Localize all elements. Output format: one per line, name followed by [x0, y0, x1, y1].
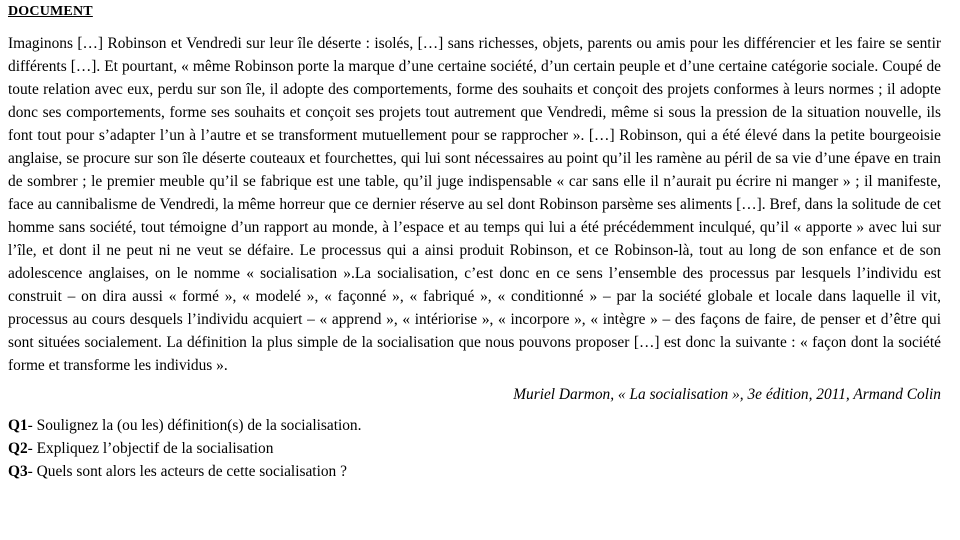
- question-item: [8, 437, 941, 460]
- question-number: Q3: [8, 463, 28, 480]
- question-number: Q1: [8, 417, 28, 434]
- question-number: Q2: [8, 440, 28, 457]
- document-citation: Muriel Darmon, « La socialisation », 3e édition, 2011, Armand Colin: [513, 386, 941, 403]
- document-paragraph: Imaginons […] Robinson et Vendredi sur leur île déserte : isolés, […] sans richesses, objets, parents ou amis pour les différencier et les faire se sentir différents […]. Et pourtant, « même Robinson porte la marque d’une certaine société, d’un certain peuple et d’une certaine catégorie sociale. Coupé de toute relation avec eux, perdu sur son île, il adopte des comportements, forme des souhaits et conçoit des projets conformes à leurs normes ; il adopte donc ses comportements, forme ses souhaits et conçoit ses projets tout autrement que Vendredi, même si sous la pression de la situation nouvelle, ils font tout pour s’adapter l’un à l’autre et se transforment mutuellement pour se rapprocher ». […] Robinson, qui a été élevé dans la petite bourgeoisie anglaise, se procure sur son île déserte couteaux et fourchettes, qui lui sont nécessaires au point qu’il les ramène au péril de sa vie d’une épave en train de sombrer ; le premier meuble qu’il se fabrique est une table, qu’il juge indispensable « car sans elle il n’aurait pu écrire ni manger » ; il manifeste, face au cannibalisme de Vendredi, la même horreur que ce dernier réserve au sel dont Robinson parsème ses aliments […]. Bref, dans la solitude de cet homme sans société, tout témoigne d’un rapport au monde, à l’espace et au temps qui lui a été précédemment inculqué, qu’il « apporte » avec lui sur l’île, et dont il ne peut ni ne veut se défaire. Le processus qui a ainsi produit Robinson, et ce Robinson-là, tout au long de son enfance et de son adolescence anglaises, on le nomme « socialisation ».La socialisation, c’est donc en ce sens l’ensemble des processus par lesquels l’individu est construit – on dira aussi « formé », « modelé », « façonné », « fabriqué », « conditionné » – par la société globale et locale dans laquelle il vit, processus au cours desquels l’individu acquiert – « apprend », « intériorise », « incorpore », « intègre » – des façons de faire, de penser et d’être qui sont situées socialement. La définition la plus simple de la socialisation que nous pouvons proposer […] est donc la suivante : « façon dont la société forme et transforme les individus ».: [8, 35, 941, 374]
- document-heading: DOCUMENT: [8, 4, 93, 19]
- question-item: [8, 460, 941, 483]
- question-text: - Soulignez la (ou les) définition(s) de la socialisation.: [27, 417, 362, 434]
- question-text: - Expliquez l’objectif de la socialisation: [27, 440, 274, 457]
- questions-list: [8, 414, 941, 483]
- question-item: [8, 414, 941, 437]
- question-text: - Quels sont alors les acteurs de cette socialisation ?: [27, 463, 347, 480]
- document-page: [8, 3, 941, 483]
